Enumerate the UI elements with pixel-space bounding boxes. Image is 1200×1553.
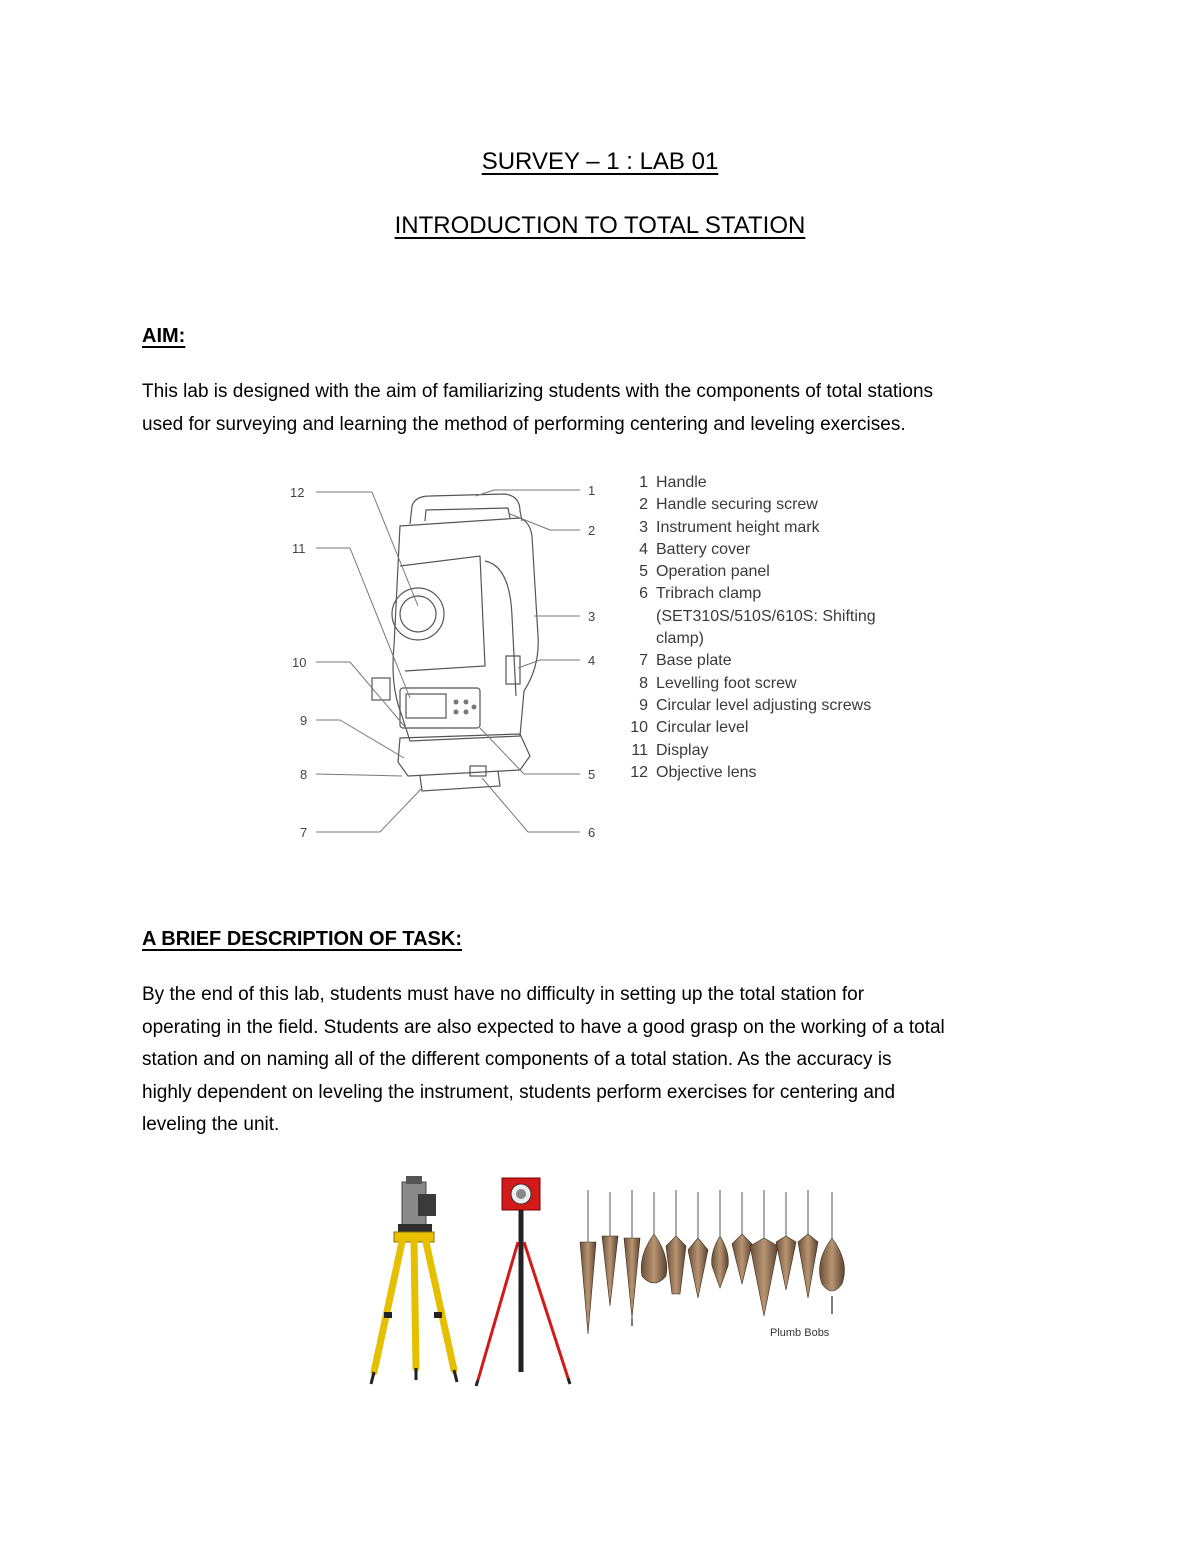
task-line: station and on naming all of the different components of a total station. As the accuracy is — [142, 1049, 892, 1070]
task-line: highly dependent on leveling the instrument, students perform exercises for centering and — [142, 1081, 896, 1103]
callout-4: 4 — [588, 653, 596, 668]
task-paragraph — [142, 979, 945, 1142]
prism-pole-image — [468, 1172, 578, 1392]
aim-heading: AIM: — [142, 325, 186, 347]
callout-9: 9 — [300, 713, 308, 728]
task-heading: A BRIEF DESCRIPTION OF TASK: — [142, 928, 462, 950]
callout-7: 7 — [300, 825, 308, 840]
plumb-bobs-image — [570, 1186, 860, 1346]
aim-line: This lab is designed with the aim of familiarizing students with the components of total stations — [142, 381, 934, 402]
callout-2: 2 — [588, 523, 596, 538]
task-line: leveling the unit. — [142, 1114, 280, 1135]
document-title: SURVEY – 1 : LAB 01 — [481, 148, 719, 175]
callout-1: 1 — [588, 483, 596, 498]
callout-8: 8 — [300, 767, 308, 782]
instrument-body — [393, 518, 538, 741]
callout-6: 6 — [588, 825, 596, 840]
task-line: By the end of this lab, students must have no difficulty in setting up the total station for — [142, 984, 865, 1005]
aim-line: used for surveying and learning the method of performing centering and leveling exercises. — [142, 413, 906, 435]
callout-12: 12 — [290, 485, 305, 500]
callout-3: 3 — [588, 609, 596, 624]
task-line: operating in the field. Students are also expected to have a good grasp on the working of a total — [142, 1016, 945, 1038]
tripod-total-station-image — [360, 1172, 460, 1392]
total-station-diagram — [280, 466, 610, 856]
document-subtitle: INTRODUCTION TO TOTAL STATION — [394, 212, 806, 239]
callout-11: 11 — [292, 541, 306, 556]
plumb-bobs-caption: Plumb Bobs — [770, 1327, 830, 1339]
callout-10: 10 — [292, 655, 307, 670]
aim-paragraph — [142, 376, 933, 441]
callout-5: 5 — [588, 767, 596, 782]
